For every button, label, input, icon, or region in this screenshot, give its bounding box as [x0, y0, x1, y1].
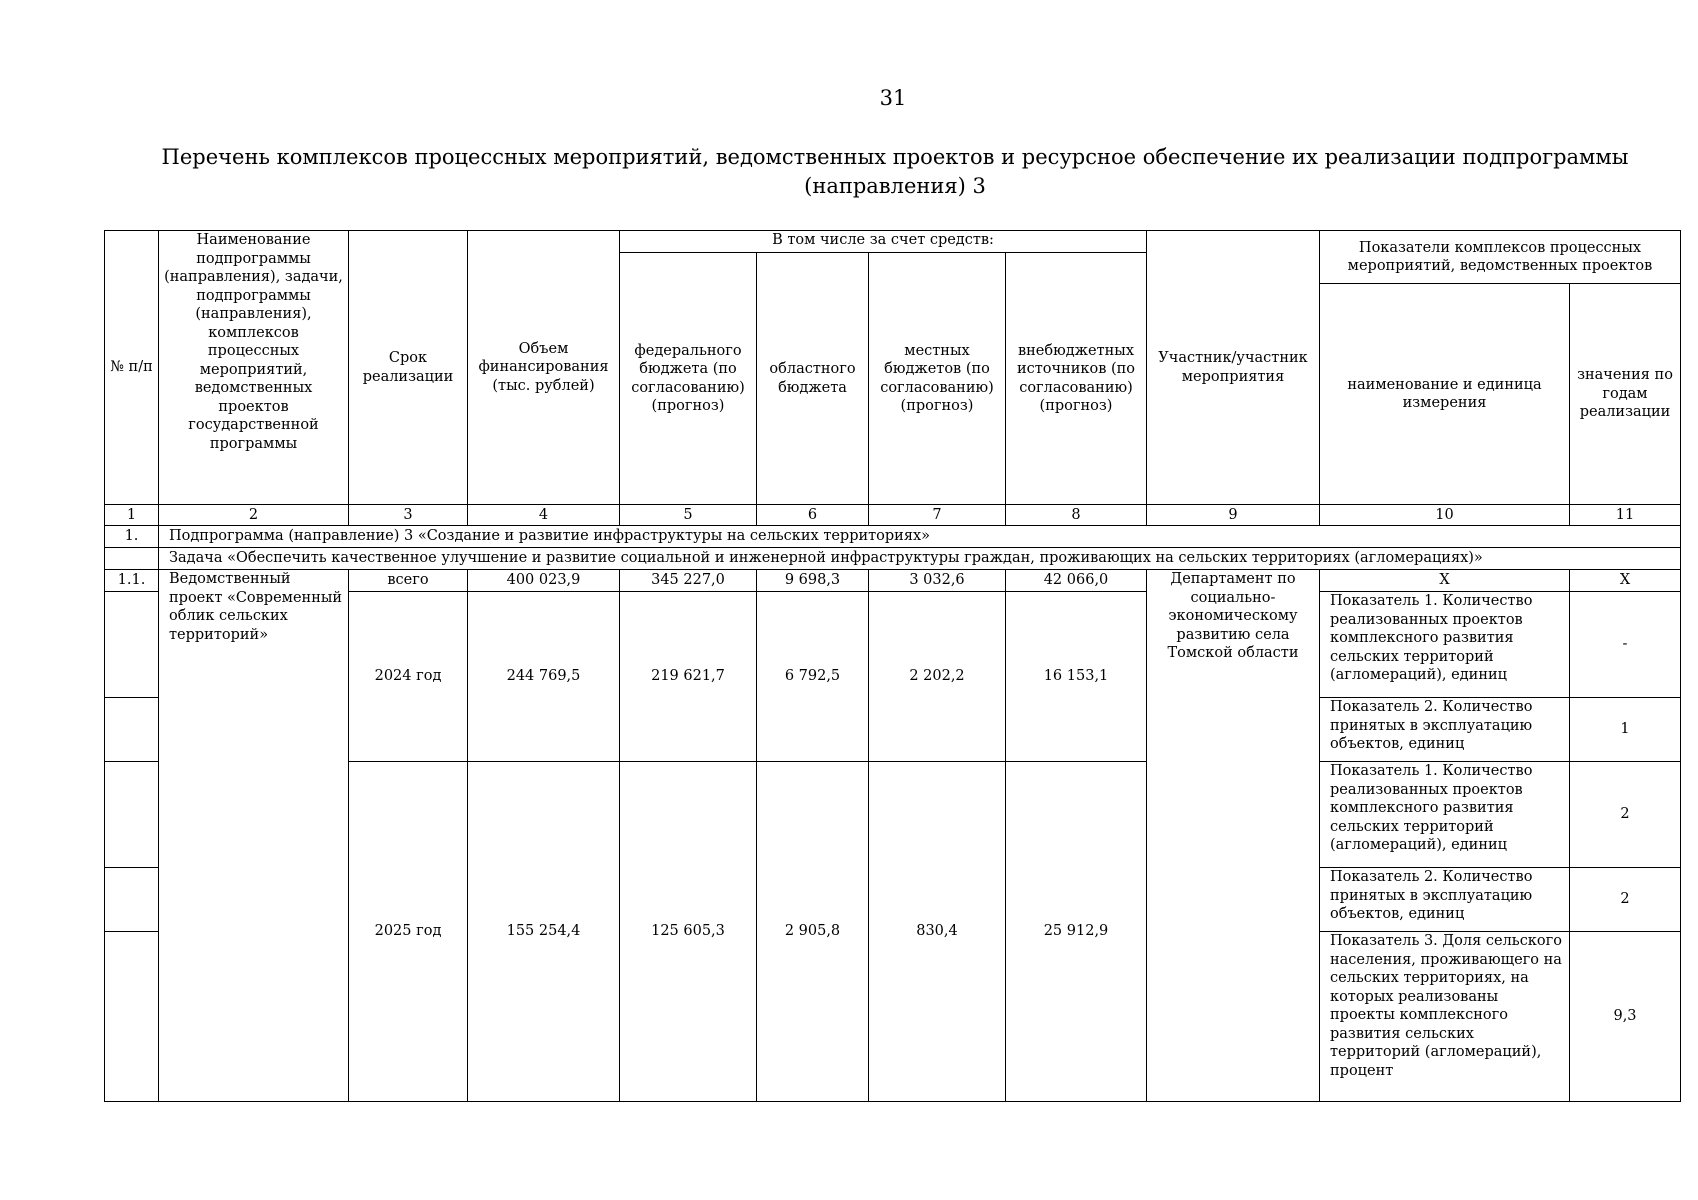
col-number: 1	[105, 505, 159, 526]
total-local: 3 032,6	[869, 570, 1006, 592]
header-indicators: Показатели комплексов процессных мероприятий, ведомственных проектов	[1320, 231, 1681, 284]
col-number: 5	[620, 505, 757, 526]
y2024-volume: 244 769,5	[468, 592, 620, 762]
col-number: 3	[349, 505, 468, 526]
col-number: 4	[468, 505, 620, 526]
header-federal: федерального бюджета (по согласованию) (прогноз)	[620, 253, 757, 505]
indicator-value: 9,3	[1570, 932, 1681, 1102]
y2025-regional: 2 905,8	[757, 762, 869, 1102]
y2025-volume: 155 254,4	[468, 762, 620, 1102]
col-number: 11	[1570, 505, 1681, 526]
subprogram-text: Подпрограмма (направление) 3 «Создание и развитие инфраструктуры на сельских территориях»	[159, 526, 1681, 548]
project-num: 1.1.	[105, 570, 159, 592]
y2025-extra: 25 912,9	[1006, 762, 1147, 1102]
header-volume: Объем финансирования (тыс. рублей)	[468, 231, 620, 505]
task-text: Задача «Обеспечить качественное улучшение и развитие социальной и инженерной инфраструктуры граждан, проживающих на сельских территориях (агломерациях)»	[159, 548, 1681, 570]
y2024-federal: 219 621,7	[620, 592, 757, 762]
header-num: № п/п	[105, 231, 159, 505]
indicator-name: Показатель 1. Количество реализованных проектов комплексного развития сельских территорий (агломераций), единиц	[1320, 762, 1570, 868]
y2024-term: 2024 год	[349, 592, 468, 762]
empty-num-cell	[105, 762, 159, 868]
empty-num-cell	[105, 932, 159, 1102]
header-extra: внебюджетных источников (по согласованию) (прогноз)	[1006, 253, 1147, 505]
title-line-2: (направления) 3	[804, 174, 986, 198]
total-indicator-value: Х	[1570, 570, 1681, 592]
y2024-regional: 6 792,5	[757, 592, 869, 762]
col-number: 10	[1320, 505, 1570, 526]
col-number: 7	[869, 505, 1006, 526]
task-num-cell	[105, 548, 159, 570]
header-name: Наименование подпрограммы (направления), задачи, подпрограммы (направления), комплексов процессных мероприятий, ведомственных проектов государственной программы	[159, 231, 349, 505]
y2025-term: 2025 год	[349, 762, 468, 1102]
header-participant: Участник/участник мероприятия	[1147, 231, 1320, 505]
title-line-1: Перечень комплексов процессных мероприятий, ведомственных проектов и ресурсное обеспечение их реализации подпрограммы	[161, 145, 1629, 169]
total-federal: 345 227,0	[620, 570, 757, 592]
column-numbers-row	[105, 505, 1681, 526]
total-volume: 400 023,9	[468, 570, 620, 592]
header-indicator-values: значения по годам реализации	[1570, 284, 1681, 505]
empty-num-cell	[105, 698, 159, 762]
header-term: Срок реализации	[349, 231, 468, 505]
task-row	[105, 548, 1681, 570]
indicator-name: Показатель 1. Количество реализованных проектов комплексного развития сельских территорий (агломераций), единиц	[1320, 592, 1570, 698]
empty-num-cell	[105, 592, 159, 698]
header-local: местных бюджетов (по согласованию) (прогноз)	[869, 253, 1006, 505]
indicator-value: 1	[1570, 698, 1681, 762]
empty-num-cell	[105, 868, 159, 932]
y2025-federal: 125 605,3	[620, 762, 757, 1102]
col-number: 2	[159, 505, 349, 526]
header-regional: областного бюджета	[757, 253, 869, 505]
col-number: 9	[1147, 505, 1320, 526]
subprogram-row	[105, 526, 1681, 548]
header-indicator-name: наименование и единица измерения	[1320, 284, 1570, 505]
col-number: 6	[757, 505, 869, 526]
project-name: Ведомственный проект «Современный облик сельских территорий»	[159, 570, 349, 1102]
y2025-local: 830,4	[869, 762, 1006, 1102]
indicator-value: -	[1570, 592, 1681, 698]
project-total-row	[105, 570, 1681, 592]
total-regional: 9 698,3	[757, 570, 869, 592]
total-extra: 42 066,0	[1006, 570, 1147, 592]
page-title	[150, 143, 1640, 201]
project-participant: Департамент по социально-экономическому развитию села Томской области	[1147, 570, 1320, 1102]
y2024-extra: 16 153,1	[1006, 592, 1147, 762]
y2024-local: 2 202,2	[869, 592, 1006, 762]
indicator-name: Показатель 2. Количество принятых в эксплуатацию объектов, единиц	[1320, 698, 1570, 762]
total-indicator: Х	[1320, 570, 1570, 592]
header-including: В том числе за счет средств:	[620, 231, 1147, 253]
indicator-name: Показатель 2. Количество принятых в эксплуатацию объектов, единиц	[1320, 868, 1570, 932]
program-table	[104, 230, 1681, 1102]
page-number: 31	[879, 86, 907, 110]
col-number: 8	[1006, 505, 1147, 526]
indicator-value: 2	[1570, 762, 1681, 868]
indicator-value: 2	[1570, 868, 1681, 932]
total-term: всего	[349, 570, 468, 592]
subprogram-num: 1.	[105, 526, 159, 548]
indicator-name: Показатель 3. Доля сельского населения, проживающего на сельских территориях, на которых реализованы проекты комплексного развития сельских территорий (агломераций), процент	[1320, 932, 1570, 1102]
